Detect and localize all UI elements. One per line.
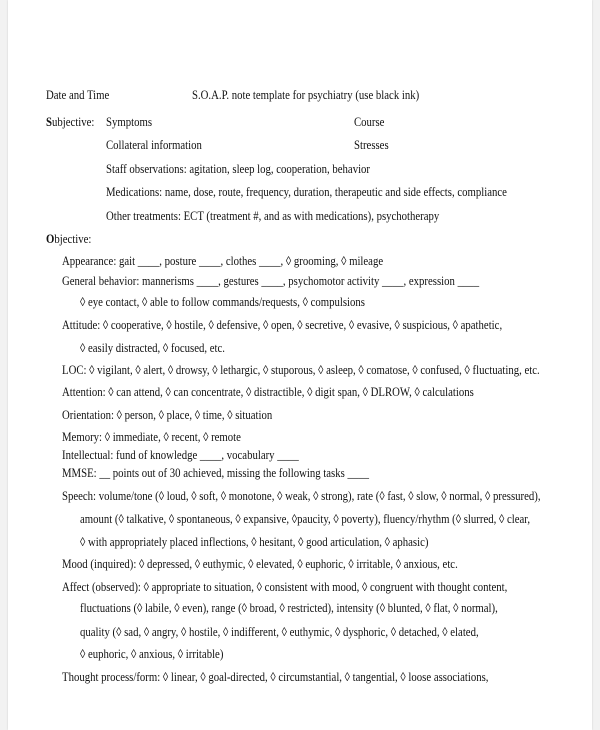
- speech-line: Speech: volume/tone (◊ loud, ◊ soft, ◊ monotone, ◊ weak, ◊ strong), rate (◊ fast, ◊ slow, ◊ normal, ◊ pressured),: [62, 489, 541, 503]
- document-page: [8, 0, 592, 730]
- loc-line: LOC: ◊ vigilant, ◊ alert, ◊ drowsy, ◊ lethargic, ◊ stuporous, ◊ asleep, ◊ comatose, ◊ confused, ◊ fluctuating, etc.: [62, 363, 540, 377]
- attention-line: Attention: ◊ can attend, ◊ can concentrate, ◊ distractible, ◊ digit span, ◊ DLROW, ◊ calculations: [62, 385, 474, 399]
- orientation-line: Orientation: ◊ person, ◊ place, ◊ time, ◊ situation: [62, 408, 273, 422]
- memory-line: Memory: ◊ immediate, ◊ recent, ◊ remote: [62, 430, 241, 444]
- objective-label: bjective:: [54, 232, 92, 246]
- mood-line: Mood (inquired): ◊ depressed, ◊ euthymic, ◊ elevated, ◊ euphoric, ◊ irritable, ◊ anxious, etc.: [62, 557, 458, 571]
- mmse-line: MMSE: __ points out of 30 achieved, missing the following tasks ____: [62, 466, 369, 480]
- thought-process-line: Thought process/form: ◊ linear, ◊ goal-directed, ◊ circumstantial, ◊ tangential, ◊ loose associations,: [62, 670, 489, 684]
- staff-observations: Staff observations: agitation, sleep log, cooperation, behavior: [106, 162, 371, 176]
- affect-cont-3: ◊ euphoric, ◊ anxious, ◊ irritable): [80, 647, 224, 661]
- attitude-cont: ◊ easily distracted, ◊ focused, etc.: [80, 341, 225, 355]
- subjective-initial: S: [46, 115, 52, 129]
- attitude-line: Attitude: ◊ cooperative, ◊ hostile, ◊ defensive, ◊ open, ◊ secretive, ◊ evasive, ◊ suspicious, ◊ apathetic,: [62, 318, 503, 332]
- document-title: S.O.A.P. note template for psychiatry (use black ink): [192, 88, 420, 102]
- speech-cont-2: ◊ with appropriately placed inflections, ◊ hesitant, ◊ good articulation, ◊ aphasic): [80, 535, 429, 549]
- collateral-field: Collateral information: [106, 138, 202, 152]
- medications-line: Medications: name, dose, route, frequency, duration, therapeutic and side effects, compliance: [106, 185, 507, 199]
- affect-cont-2: quality (◊ sad, ◊ angry, ◊ hostile, ◊ indifferent, ◊ euthymic, ◊ dysphoric, ◊ detached, ◊ elated,: [80, 625, 479, 639]
- speech-cont-1: amount (◊ talkative, ◊ spontaneous, ◊ expansive, ◊paucity, ◊ poverty), fluency/rhythm (◊ slurred, ◊ clear,: [80, 512, 531, 526]
- stresses-field: Stresses: [354, 138, 389, 152]
- affect-line: Affect (observed): ◊ appropriate to situation, ◊ consistent with mood, ◊ congruent with thought content,: [62, 580, 508, 594]
- intellectual-line: Intellectual: fund of knowledge ____, vocabulary ____: [62, 448, 299, 462]
- objective-heading: [46, 232, 91, 246]
- general-behavior-cont: ◊ eye contact, ◊ able to follow commands/requests, ◊ compulsions: [80, 295, 365, 309]
- affect-cont-1: fluctuations (◊ labile, ◊ even), range (◊ broad, ◊ restricted), intensity (◊ blunted, ◊ flat, ◊ normal),: [80, 601, 498, 615]
- course-field: Course: [354, 115, 385, 129]
- symptoms-field: Symptoms: [106, 115, 153, 129]
- general-behavior-line: General behavior: mannerisms ____, gestures ____, psychomotor activity ____, expression ____: [62, 274, 480, 288]
- other-treatments-line: Other treatments: ECT (treatment #, and as with medications), psychotherapy: [106, 209, 440, 223]
- subjective-heading: [46, 115, 94, 129]
- objective-initial: O: [46, 232, 55, 246]
- subjective-label: ubjective:: [51, 115, 95, 129]
- date-time-label: Date and Time: [46, 88, 110, 102]
- appearance-line: Appearance: gait ____, posture ____, clothes ____, ◊ grooming, ◊ mileage: [62, 254, 384, 268]
